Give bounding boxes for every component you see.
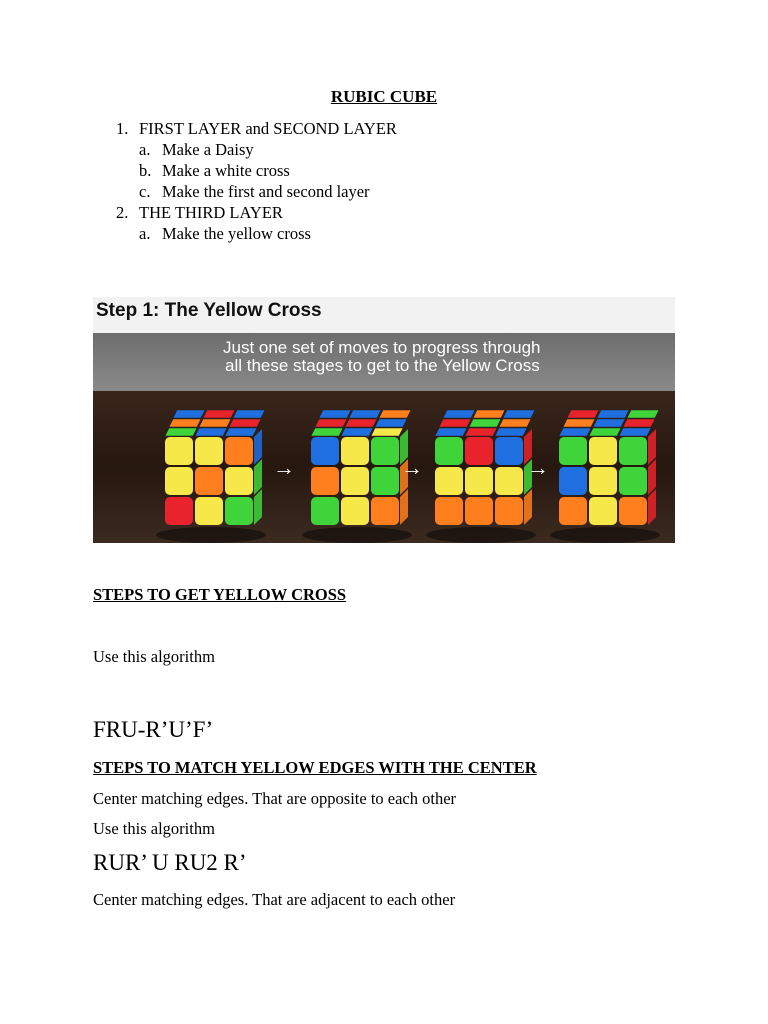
algorithm-text: FRU-R’U’F’ (93, 717, 214, 742)
sub-marker: a. (139, 224, 151, 243)
list-item: THE THIRD LAYER (139, 203, 283, 222)
page-title: RUBIC CUBE (330, 87, 438, 106)
cube-stage-2 (302, 410, 412, 543)
sub-item: Make a white cross (162, 161, 290, 180)
sub-item: Make the yellow cross (162, 224, 311, 243)
algorithm-text: RUR’ U RU2 R’ (93, 850, 247, 875)
section-heading: STEPS TO MATCH YELLOW EDGES WITH THE CENTER (93, 758, 537, 777)
image-subtitle-1: Just one set of moves to progress through (223, 338, 541, 357)
body-text: Center matching edges. That are adjacent to each other (93, 890, 456, 909)
list-marker: 2. (116, 203, 129, 222)
yellow-cross-photo (93, 297, 675, 543)
cube-stage-1 (156, 410, 266, 543)
section-heading: STEPS TO GET YELLOW CROSS (93, 585, 347, 604)
sub-marker: a. (139, 140, 151, 159)
list-item: FIRST LAYER and SECOND LAYER (139, 119, 397, 138)
image-subtitle-2: all these stages to get to the Yellow Cross (225, 356, 540, 375)
body-text: Center matching edges. That are opposite to each other (93, 789, 457, 808)
body-text: Use this algorithm (93, 647, 215, 666)
sub-item: Make the first and second layer (162, 182, 370, 201)
arrow-3: → (527, 455, 549, 480)
body-text: Use this algorithm (93, 819, 215, 838)
cube-stage-4 (550, 410, 660, 543)
cube-stage-3 (426, 410, 536, 543)
sub-marker: c. (139, 182, 151, 201)
image-title: Step 1: The Yellow Cross (96, 300, 322, 321)
list-marker: 1. (116, 119, 129, 138)
sub-item: Make a Daisy (162, 140, 254, 159)
arrow-1: → (273, 455, 295, 480)
sub-marker: b. (139, 161, 152, 180)
arrow-2: → (401, 455, 423, 480)
